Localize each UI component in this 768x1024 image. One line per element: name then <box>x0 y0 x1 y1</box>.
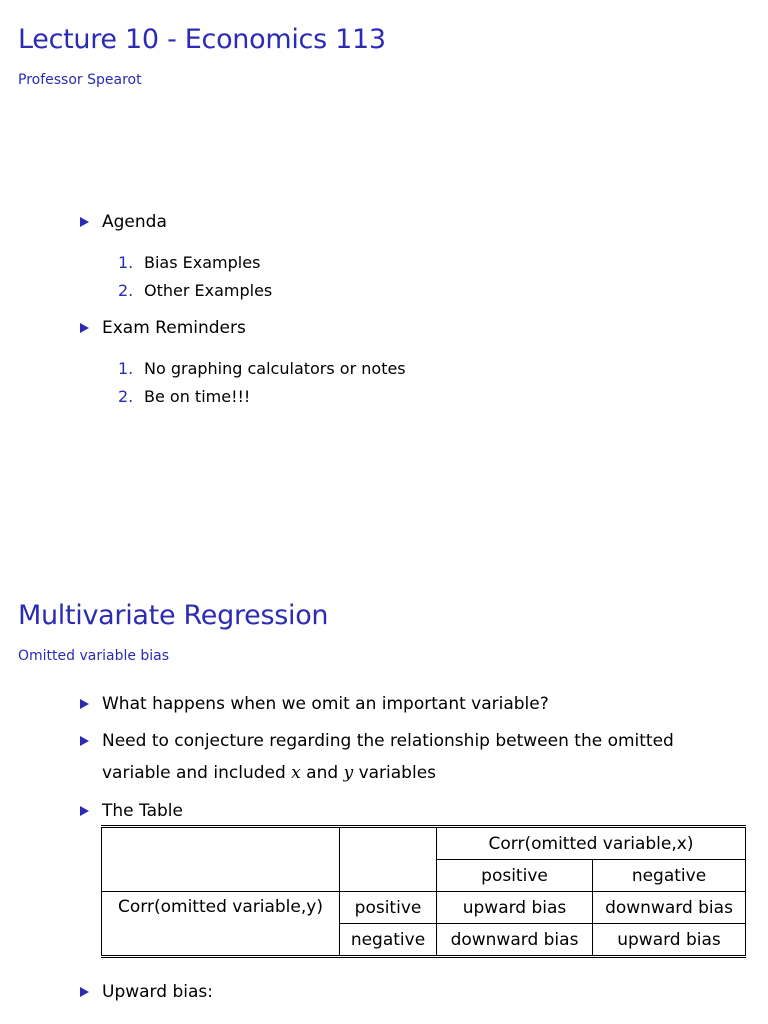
bullet-triangle-icon <box>80 987 89 997</box>
slide-title: Multivariate Regression <box>18 600 329 631</box>
bullet-the-table <box>80 801 183 821</box>
text-segment: variables <box>353 763 437 783</box>
bullet-triangle-icon <box>80 217 89 227</box>
math-x: x <box>291 763 301 783</box>
bullet-triangle-icon <box>80 736 89 746</box>
list-number: 2. <box>118 387 134 406</box>
table-row-negative: negative <box>340 924 437 957</box>
table-col-positive: positive <box>437 860 593 892</box>
table-row-positive: positive <box>340 892 437 924</box>
slide-subtitle: Professor Spearot <box>18 72 142 88</box>
bullet-text: What happens when we omit an important variable? <box>102 694 549 714</box>
bullet-triangle-icon <box>80 806 89 816</box>
bullet-continuation <box>102 763 436 783</box>
bullet-exam-reminders <box>80 318 246 338</box>
table-cell-empty <box>102 827 340 892</box>
slide-2 <box>0 590 768 1024</box>
bullet-question <box>80 694 549 714</box>
list-number: 2. <box>118 281 134 300</box>
bullet-text: Upward bias: <box>102 982 213 1002</box>
list-text: Be on time!!! <box>144 387 251 406</box>
bullet-label: Agenda <box>102 212 167 232</box>
list-item <box>118 253 260 272</box>
text-segment: and <box>300 763 344 783</box>
slide-subtitle: Omitted variable bias <box>18 648 170 664</box>
bullet-upward-bias <box>80 982 213 1002</box>
bullet-text: The Table <box>102 801 183 821</box>
list-text: Bias Examples <box>144 253 261 272</box>
math-y: y <box>343 763 354 783</box>
list-item <box>118 387 250 406</box>
table-col-header: Corr(omitted variable,x) <box>437 827 746 860</box>
table-cell: downward bias <box>437 924 593 957</box>
table-cell: downward bias <box>593 892 746 924</box>
slide-title: Lecture 10 - Economics 113 <box>18 24 386 55</box>
list-number: 1. <box>118 359 134 378</box>
list-item <box>118 359 406 378</box>
list-number: 1. <box>118 253 134 272</box>
bullet-text: Need to conjecture regarding the relationship between the omitted <box>102 731 674 751</box>
table-cell-empty <box>340 827 437 892</box>
table-col-negative: negative <box>593 860 746 892</box>
bullet-agenda <box>80 212 167 232</box>
table-cell: upward bias <box>593 924 746 957</box>
list-text: Other Examples <box>144 281 273 300</box>
bias-table <box>101 825 746 958</box>
bullet-triangle-icon <box>80 323 89 333</box>
list-text: No graphing calculators or notes <box>144 359 406 378</box>
table-row-header: Corr(omitted variable,y) <box>102 892 340 957</box>
table-cell: upward bias <box>437 892 593 924</box>
bullet-triangle-icon <box>80 699 89 709</box>
bullet-label: Exam Reminders <box>102 318 246 338</box>
bullet-conjecture <box>80 731 674 751</box>
text-segment: variable and included <box>102 763 292 783</box>
list-item <box>118 281 272 300</box>
